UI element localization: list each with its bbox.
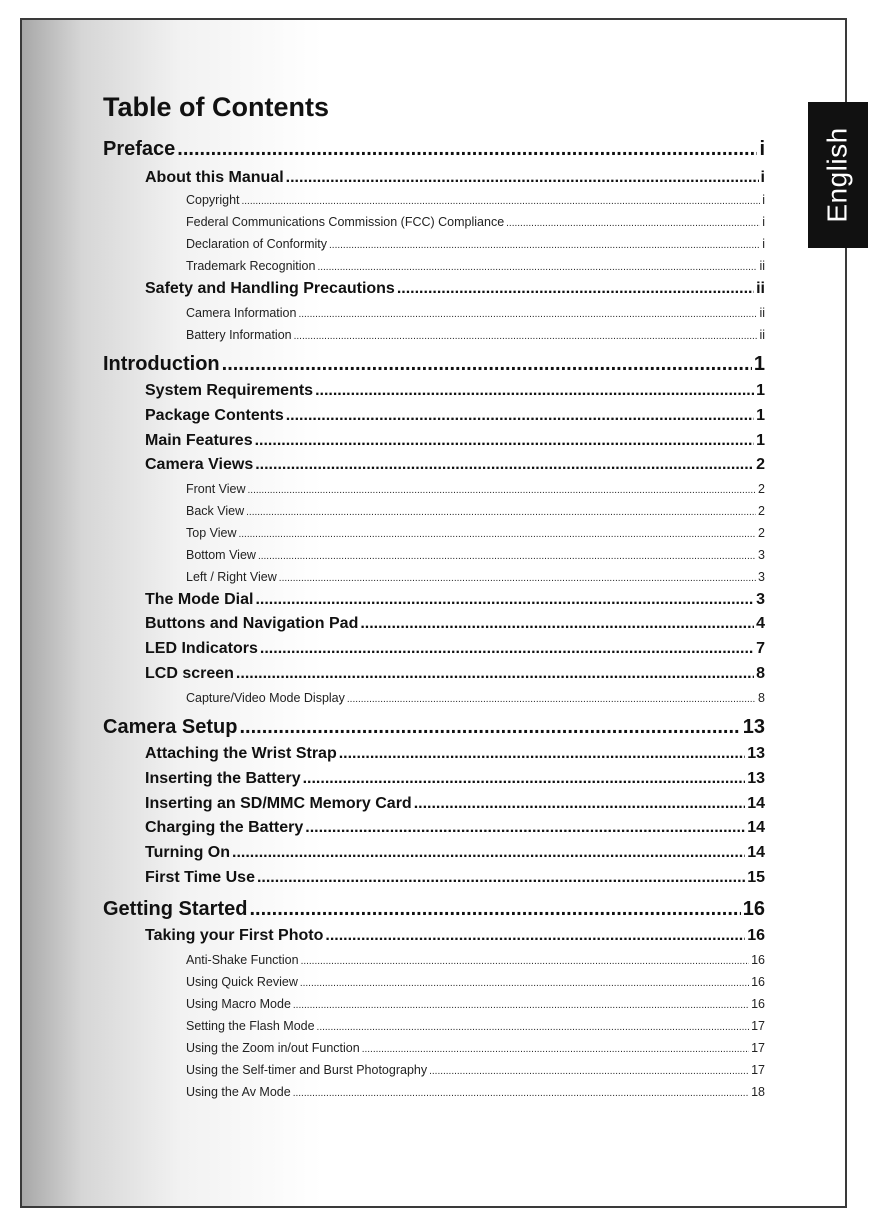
toc-entry-page-number: ii xyxy=(759,259,765,273)
toc-entry-title: Capture/Video Mode Display xyxy=(186,691,345,705)
toc-entry-level-3[interactable] xyxy=(186,975,765,989)
toc-entry-page-number: 8 xyxy=(758,691,765,705)
toc-leader-dots xyxy=(429,1066,749,1077)
toc-leader-dots xyxy=(317,1022,750,1033)
toc-entry-title: Federal Communications Commission (FCC) Compliance xyxy=(186,215,505,229)
toc-leader-dots xyxy=(257,869,745,887)
toc-entry-page-number: 16 xyxy=(751,953,765,967)
toc-leader-dots xyxy=(293,1088,749,1099)
toc-leader-dots xyxy=(298,309,757,320)
toc-entry-title: Using the Zoom in/out Function xyxy=(186,1041,360,1055)
toc-entry-page-number: 13 xyxy=(747,770,765,787)
toc-entry-title: Introduction xyxy=(103,353,220,375)
toc-leader-dots xyxy=(239,529,757,540)
toc-entry-title: Setting the Flash Mode xyxy=(186,1019,315,1033)
toc-entry-page-number: 17 xyxy=(751,1019,765,1033)
toc-entry-title: Using the Av Mode xyxy=(186,1085,291,1099)
toc-entry-level-1[interactable] xyxy=(103,898,765,921)
toc-entry-title: Buttons and Navigation Pad xyxy=(145,615,359,632)
toc-entry-level-3[interactable] xyxy=(186,1063,765,1077)
toc-entry-page-number: i xyxy=(762,193,765,207)
toc-entry-page-number: 14 xyxy=(747,795,765,812)
toc-leader-dots xyxy=(301,956,750,967)
toc-entry-page-number: 8 xyxy=(756,665,765,682)
toc-leader-dots xyxy=(242,196,761,207)
toc-entry-title: Front View xyxy=(186,482,246,496)
toc-entry-page-number: 16 xyxy=(742,898,765,920)
toc-entry-title: Using Quick Review xyxy=(186,975,298,989)
toc-entry-page-number: 1 xyxy=(756,407,765,424)
toc-entry-title: Safety and Handling Precautions xyxy=(145,280,395,297)
toc-leader-dots xyxy=(397,280,754,298)
toc-entry-title: Using Macro Mode xyxy=(186,997,291,1011)
toc-leader-dots xyxy=(317,262,757,273)
toc-entry-level-2[interactable] xyxy=(145,640,765,658)
toc-entry-title: Left / Right View xyxy=(186,570,277,584)
toc-entry-page-number: 16 xyxy=(751,997,765,1011)
toc-entry-title: About this Manual xyxy=(145,169,284,186)
toc-entry-level-2[interactable] xyxy=(145,819,765,837)
page-title: Table of Contents xyxy=(103,92,329,122)
toc-entry-page-number: 3 xyxy=(758,548,765,562)
toc-entry-level-2[interactable] xyxy=(145,456,765,474)
toc-entry-level-3[interactable] xyxy=(186,306,765,320)
toc-entry-level-2[interactable] xyxy=(145,169,765,187)
toc-entry-level-3[interactable] xyxy=(186,193,765,207)
toc-leader-dots xyxy=(294,331,758,342)
toc-entry-page-number: i xyxy=(762,215,765,229)
toc-entry-title: Top View xyxy=(186,526,237,540)
toc-entry-page-number: 17 xyxy=(751,1041,765,1055)
toc-entry-page-number: 3 xyxy=(758,570,765,584)
toc-entry-page-number: 13 xyxy=(747,745,765,762)
toc-leader-dots xyxy=(315,382,754,400)
toc-leader-dots xyxy=(339,745,745,763)
toc-leader-dots xyxy=(279,573,756,584)
toc-leader-dots xyxy=(286,169,759,187)
toc-entry-title: Attaching the Wrist Strap xyxy=(145,745,337,762)
toc-entry-title: Camera Information xyxy=(186,306,297,320)
toc-entry-page-number: i xyxy=(762,237,765,251)
toc-entry-page-number: 2 xyxy=(758,482,765,496)
toc-leader-dots xyxy=(222,353,752,376)
toc-leader-dots xyxy=(258,551,756,562)
toc-entry-level-2[interactable] xyxy=(145,382,765,400)
toc-entry-level-3[interactable] xyxy=(186,548,765,562)
language-tab xyxy=(808,102,868,248)
toc-entry-title: Charging the Battery xyxy=(145,819,304,836)
language-tab-label: English xyxy=(822,127,853,223)
toc-entry-level-3[interactable] xyxy=(186,526,765,540)
toc-entry-title: The Mode Dial xyxy=(145,591,254,608)
toc-entry-level-3[interactable] xyxy=(186,237,765,251)
toc-entry-level-3[interactable] xyxy=(186,1019,765,1033)
toc-entry-level-3[interactable] xyxy=(186,215,765,229)
toc-leader-dots xyxy=(240,716,741,739)
toc-entry-page-number: i xyxy=(760,169,765,186)
toc-leader-dots xyxy=(303,770,746,788)
toc-entry-title: System Requirements xyxy=(145,382,314,399)
toc-entry-title: Getting Started xyxy=(103,898,248,920)
toc-entry-page-number: 2 xyxy=(758,504,765,518)
toc-entry-level-2[interactable] xyxy=(145,591,765,609)
toc-entry-title: Anti-Shake Function xyxy=(186,953,299,967)
toc-entry-level-3[interactable] xyxy=(186,1085,765,1099)
toc-leader-dots xyxy=(329,240,760,251)
toc-leader-dots xyxy=(255,432,755,450)
toc-leader-dots xyxy=(325,927,745,945)
toc-entry-level-3[interactable] xyxy=(186,997,765,1011)
toc-entry-level-2[interactable] xyxy=(145,745,765,763)
toc-entry-title: Declaration of Conformity xyxy=(186,237,328,251)
toc-entry-level-3[interactable] xyxy=(186,504,765,518)
toc-entry-title: Inserting an SD/MMC Memory Card xyxy=(145,795,412,812)
toc-entry-page-number: 13 xyxy=(742,716,765,738)
toc-entry-title: Using the Self-timer and Burst Photography xyxy=(186,1063,428,1077)
toc-entry-title: Camera Views xyxy=(145,456,254,473)
toc-entry-level-3[interactable] xyxy=(186,482,765,496)
toc-entry-title: Trademark Recognition xyxy=(186,259,316,273)
toc-entry-page-number: 7 xyxy=(756,640,765,657)
toc-entry-page-number: 3 xyxy=(756,591,765,608)
toc-entry-title: Camera Setup xyxy=(103,716,238,738)
toc-leader-dots xyxy=(305,819,745,837)
toc-entry-page-number: 1 xyxy=(756,382,765,399)
toc-entry-title: LED Indicators xyxy=(145,640,258,657)
toc-leader-dots xyxy=(506,218,760,229)
toc-leader-dots xyxy=(177,138,757,161)
toc-entry-level-2[interactable] xyxy=(145,432,765,450)
toc-entry-page-number: 4 xyxy=(756,615,765,632)
toc-entry-page-number: i xyxy=(759,138,765,160)
toc-leader-dots xyxy=(255,591,754,609)
toc-entry-level-3[interactable] xyxy=(186,259,765,273)
toc-entry-title: Back View xyxy=(186,504,245,518)
toc-entry-title: Inserting the Battery xyxy=(145,770,301,787)
toc-entry-page-number: 14 xyxy=(747,844,765,861)
toc-entry-level-2[interactable] xyxy=(145,407,765,425)
toc-leader-dots xyxy=(360,615,754,633)
toc-entry-title: Bottom View xyxy=(186,548,256,562)
toc-entry-level-3[interactable] xyxy=(186,1041,765,1055)
toc-entry-level-3[interactable] xyxy=(186,570,765,584)
toc-leader-dots xyxy=(414,795,746,813)
toc-entry-level-1[interactable] xyxy=(103,716,765,739)
toc-entry-page-number: 15 xyxy=(747,869,765,886)
toc-leader-dots xyxy=(248,485,757,496)
toc-leader-dots xyxy=(286,407,754,425)
toc-entry-page-number: ii xyxy=(759,328,765,342)
toc-entry-page-number: ii xyxy=(759,306,765,320)
toc-entry-page-number: 14 xyxy=(747,819,765,836)
toc-entry-level-3[interactable] xyxy=(186,328,765,342)
toc-entry-level-2[interactable] xyxy=(145,770,765,788)
toc-entry-title: First Time Use xyxy=(145,869,255,886)
toc-entry-page-number: 1 xyxy=(756,432,765,449)
toc-entry-level-2[interactable] xyxy=(145,927,765,945)
toc-entry-level-3[interactable] xyxy=(186,691,765,705)
toc-leader-dots xyxy=(300,978,749,989)
toc-entry-level-3[interactable] xyxy=(186,953,765,967)
toc-leader-dots xyxy=(362,1044,749,1055)
toc-entry-level-2[interactable] xyxy=(145,615,765,633)
toc-entry-level-2[interactable] xyxy=(145,869,765,887)
toc-entry-page-number: 17 xyxy=(751,1063,765,1077)
toc-entry-level-2[interactable] xyxy=(145,844,765,862)
toc-entry-page-number: 2 xyxy=(758,526,765,540)
toc-entry-level-1[interactable] xyxy=(103,138,765,161)
toc-entry-level-2[interactable] xyxy=(145,280,765,298)
toc-entry-page-number: 18 xyxy=(751,1085,765,1099)
toc-entry-page-number: 16 xyxy=(751,975,765,989)
toc-entry-level-2[interactable] xyxy=(145,665,765,683)
toc-leader-dots xyxy=(232,844,745,862)
toc-entry-title: Battery Information xyxy=(186,328,292,342)
toc-entry-title: Copyright xyxy=(186,193,240,207)
toc-entry-title: Turning On xyxy=(145,844,231,861)
toc-leader-dots xyxy=(260,640,754,658)
toc-entry-level-1[interactable] xyxy=(103,353,765,376)
toc-entry-level-2[interactable] xyxy=(145,795,765,813)
toc-leader-dots xyxy=(236,665,754,683)
toc-entry-title: Main Features xyxy=(145,432,253,449)
toc-entry-title: Preface xyxy=(103,138,176,160)
toc-entry-title: Package Contents xyxy=(145,407,284,424)
toc-leader-dots xyxy=(293,1000,749,1011)
toc-leader-dots xyxy=(255,456,754,474)
toc-leader-dots xyxy=(249,898,740,921)
toc-entry-title: LCD screen xyxy=(145,665,234,682)
toc-entry-page-number: 2 xyxy=(756,456,765,473)
toc-entry-page-number: ii xyxy=(756,280,765,297)
toc-entry-page-number: 16 xyxy=(747,927,765,944)
toc-leader-dots xyxy=(347,694,756,705)
toc-entry-page-number: 1 xyxy=(753,353,765,375)
toc-entry-title: Taking your First Photo xyxy=(145,927,324,944)
toc-leader-dots xyxy=(246,507,756,518)
